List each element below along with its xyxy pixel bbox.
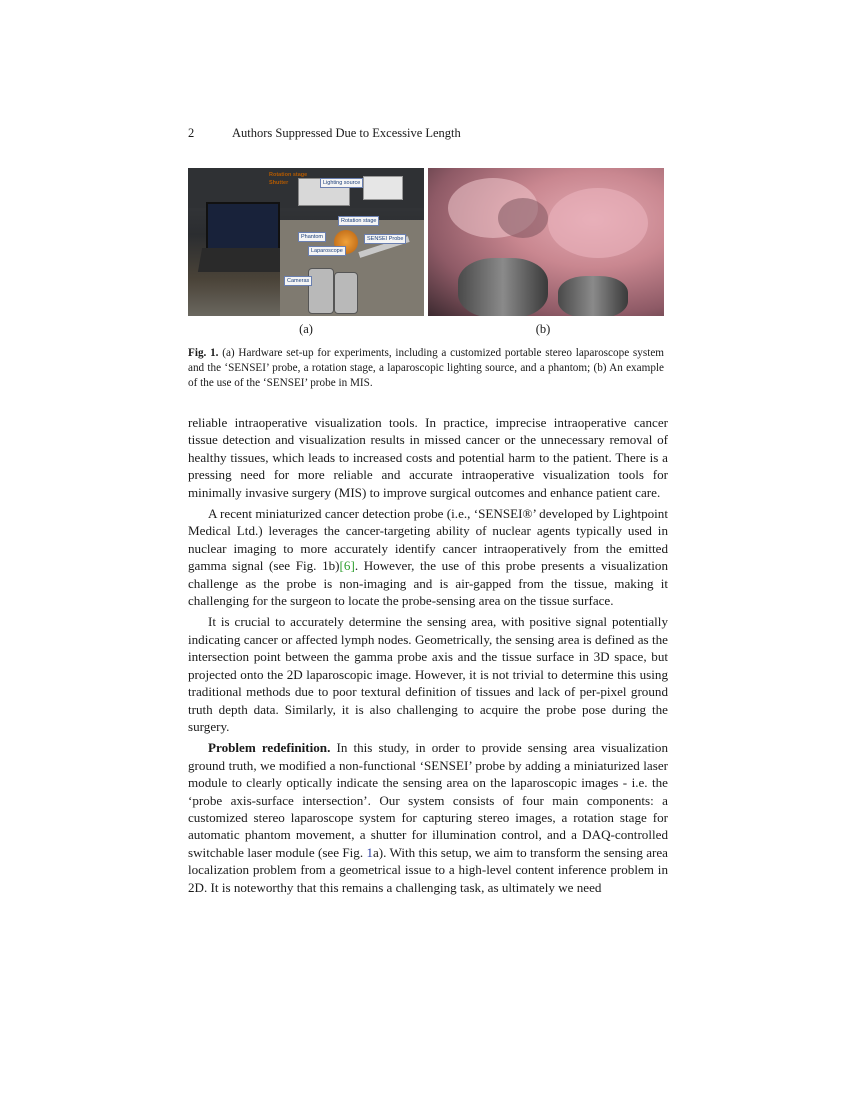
caption-label: Fig. 1. bbox=[188, 347, 219, 359]
label-laparoscope: Laparoscope bbox=[308, 246, 346, 256]
surgical-instrument-right bbox=[558, 276, 628, 316]
subfigure-label-a: (a) bbox=[299, 322, 313, 336]
running-header bbox=[188, 126, 461, 141]
subfigure-label-b: (b) bbox=[535, 322, 551, 336]
laptop-screen bbox=[206, 202, 280, 252]
paragraph-4-text-a: In this study, in order to provide sensing area visualization ground truth, we modified a non-functional ‘SENSEI’ probe by adding a miniaturized laser module to clearly optically indicate the sensing area on the laparoscopic images - i.e. the ‘probe axis-surface intersection’. Our system consists of four main components: a customized stereo laparoscope system for capturing stereo images, a rotation stage for automatic phantom movement, a shutter for illumination control, and a DAQ-controlled switchable laser module (see Fig. bbox=[188, 740, 668, 860]
hardware-setup-photo bbox=[188, 168, 424, 316]
label-rotation-stage: Rotation stage bbox=[338, 216, 379, 226]
citation-link[interactable]: [6] bbox=[339, 558, 355, 574]
paragraph-2-text-b: . However, the use of this probe presents a visualization challenge as the probe is non-imaging and is air-gapped from the tissue, making it challenging for the surgeon to locate the probe-sensing area on the tissue surface. bbox=[188, 558, 669, 609]
label-sensei-probe: SENSEI Probe bbox=[364, 234, 406, 244]
label-lighting-source: Lighting source bbox=[320, 178, 363, 188]
body-text bbox=[188, 414, 668, 900]
paragraph-4-text-b: ). With this setup, we aim to transform the sensing area localization problem from a geometrical issue to a high-level content inference problem in 2D. It is noteworthy that this remains a challenging task, as ultimately we need bbox=[188, 844, 668, 895]
figure-ref-suffix: a bbox=[372, 844, 379, 860]
figure-caption bbox=[188, 346, 664, 391]
paragraph-1: reliable intraoperative visualization tools. In practice, imprecise intraoperative cancer tissue detection and visualization results in missed cancer or the unnecessary removal of healthy tissues, which leads to increased costs and potential harm to the patient. There is a pressing need for more reliable and accurate intraoperative visualization tools for minimally invasive surgery (MIS) to improve surgical outcomes and enhance patient care. bbox=[188, 415, 668, 500]
paragraph-2-text-a: A recent miniaturized cancer detection probe (i.e., ‘SENSEI®’ developed by Lightpoint Medical Ltd.) leverages the cancer-targeting ability of nuclear agents typically used in nuclear imaging to more accurately identify cancer intraoperatively from the emitted gamma signal (see Fig. 1b) bbox=[188, 506, 668, 574]
figure-ref-link[interactable]: 1 bbox=[366, 844, 373, 860]
equipment-box bbox=[363, 176, 403, 200]
laparoscope-camera-left bbox=[308, 268, 334, 314]
label-shutter: Shutter bbox=[269, 180, 289, 186]
surgical-scene-photo bbox=[428, 168, 664, 316]
running-title: Authors Suppressed Due to Excessive Length bbox=[232, 126, 461, 140]
tissue-fold-right bbox=[548, 188, 648, 258]
run-in-heading: Problem redefinition. bbox=[208, 740, 331, 756]
tissue-shadow bbox=[498, 198, 548, 238]
caption-text: (a) Hardware set-up for experiments, including a customized portable stereo laparoscope system and the ‘SENSEI’ probe, a rotation stage, a laparoscopic lighting source, and a phantom; (b) An example of the use of the ‘SENSEI’ probe in MIS. bbox=[188, 347, 664, 389]
paragraph-3: It is crucial to accurately determine the sensing area, with positive signal potentially indicating cancer or affected lymph nodes. Geometrically, the sensing area is defined as the intersection point between the gamma probe axis and the tissue surface in 3D space, but projected onto the 2D laparoscopic image. However, it is not trivial to determine this using traditional methods due to poor textural definition of tissues and lack of per-pixel ground truth depth data. Similarly, it is also challenging to acquire the probe pose during the surgery. bbox=[188, 614, 668, 734]
laparoscope-camera-right bbox=[334, 272, 358, 314]
paragraph-4 bbox=[188, 739, 668, 896]
page-number: 2 bbox=[188, 126, 195, 140]
surgical-instrument-left bbox=[458, 258, 548, 316]
label-cameras: Cameras bbox=[284, 276, 312, 286]
label-phantom: Phantom bbox=[298, 232, 326, 242]
label-rotation-stage-top: Rotation stage bbox=[269, 172, 308, 178]
paragraph-2 bbox=[188, 505, 668, 609]
laptop-keyboard bbox=[198, 248, 284, 272]
